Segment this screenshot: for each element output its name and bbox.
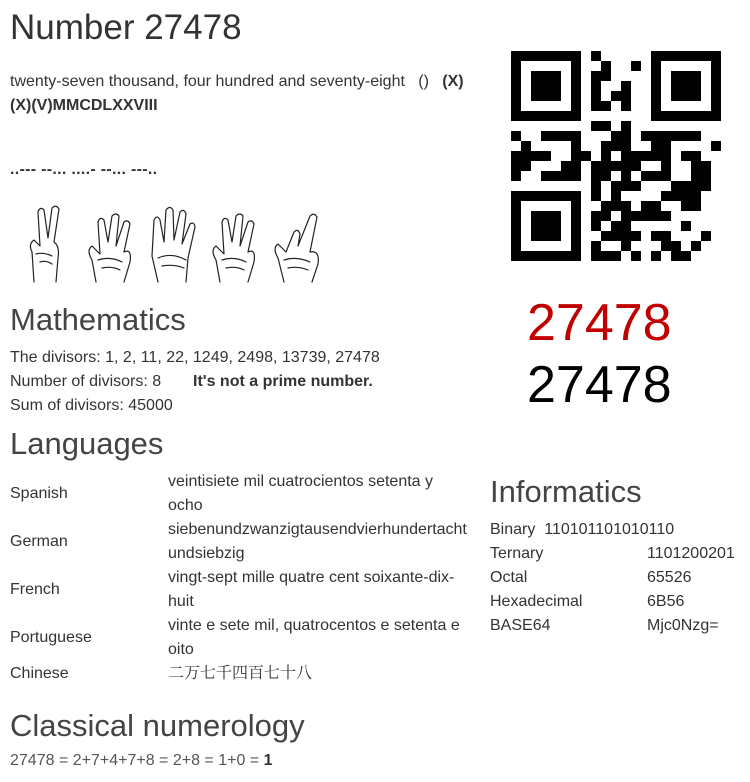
language-name: Spanish	[10, 485, 68, 502]
info-row-base64: BASE64 Mjc0Nzg=	[490, 617, 719, 634]
language-name: German	[10, 533, 68, 550]
language-value: veintisiete mil cuatrocientos setenta y ocho	[168, 473, 434, 514]
language-name: French	[10, 581, 60, 598]
morse-code: ..--- --... ....- --... ---..	[10, 161, 158, 178]
page-title: Number 27478	[10, 8, 242, 47]
informatics-heading: Informatics	[490, 474, 642, 509]
info-row-octal: Octal 65526	[490, 569, 692, 586]
table-row	[10, 470, 468, 518]
language-name: Portuguese	[10, 629, 92, 646]
languages-table	[10, 470, 468, 686]
table-row	[10, 614, 468, 662]
words-parens: ()	[418, 73, 429, 90]
words-text: twenty-seven thousand, four hundred and seventy-eight	[10, 73, 405, 90]
num-divisors-line: Number of divisors: 8	[10, 373, 162, 390]
sign-language-hands	[18, 202, 338, 284]
hand-8-icon	[275, 214, 318, 282]
table-row	[10, 518, 468, 566]
qr-code-icon	[511, 51, 721, 261]
language-value: siebenundzwanzigtausendvierhundertacht undsiebzig	[168, 521, 467, 562]
mathematics-heading: Mathematics	[10, 302, 186, 337]
languages-heading: Languages	[10, 426, 164, 461]
divisors-line: The divisors: 1, 2, 11, 22, 1249, 2498, 13739, 27478	[10, 349, 380, 366]
hand-7-icon	[213, 214, 254, 282]
table-row	[10, 662, 468, 686]
numerology-heading: Classical numerology	[10, 708, 305, 743]
language-value: vingt-sept mille quatre cent soixante-dix- huit	[168, 569, 455, 610]
numerology-result: 1	[263, 752, 273, 769]
big-number-black: 27478	[527, 356, 672, 414]
prime-note: It's not a prime number.	[193, 373, 373, 390]
info-row-binary: Binary 110101101010110	[490, 521, 675, 538]
info-row-ternary: Ternary 1101200201	[490, 545, 735, 562]
table-row	[10, 566, 468, 614]
language-value: vinte e sete mil, quatrocentos e setenta e oito	[168, 617, 460, 658]
hand-7-icon	[89, 214, 130, 282]
roman-numeral-b: (X)(V)MMCDLXXVIII	[10, 97, 158, 114]
sum-divisors-line: Sum of divisors: 45000	[10, 397, 173, 414]
hand-2-icon	[30, 206, 59, 282]
big-number-red: 27478	[527, 294, 672, 352]
roman-numeral-a: (X)	[442, 73, 464, 90]
hand-4-icon	[152, 208, 195, 283]
number-in-words	[10, 70, 480, 118]
numerology-equation: 27478 = 2+7+4+7+8 = 2+8 = 1+0 = 1	[10, 752, 273, 769]
info-row-hexadecimal: Hexadecimal 6B56	[490, 593, 685, 610]
language-name: Chinese	[10, 665, 69, 682]
binary-value: 110101101010110	[544, 521, 675, 538]
language-value: 二万七千四百七十八	[168, 665, 313, 682]
